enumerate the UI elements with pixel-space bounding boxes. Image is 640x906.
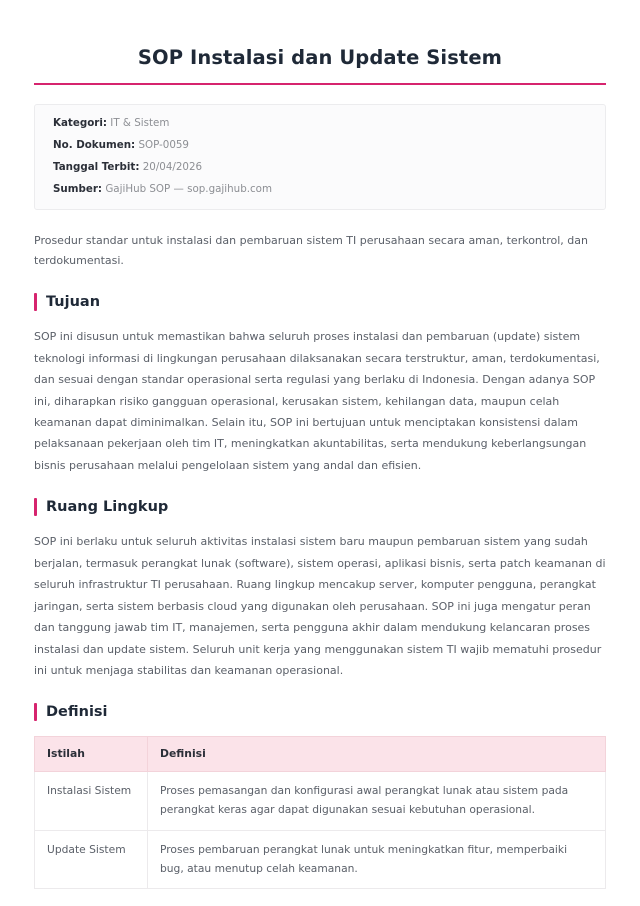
section-heading-ruang-lingkup bbox=[34, 498, 606, 516]
table-header-row bbox=[35, 737, 606, 772]
section-heading-tujuan bbox=[34, 293, 606, 311]
accent-bar-icon bbox=[34, 293, 37, 311]
meta-row-kategori bbox=[53, 118, 587, 129]
meta-label-kategori: Kategori: bbox=[53, 117, 108, 130]
table-row bbox=[35, 772, 606, 830]
accent-bar-icon bbox=[34, 498, 37, 516]
section-heading-definisi bbox=[34, 703, 606, 721]
meta-value-kategori: IT & Sistem bbox=[110, 117, 170, 130]
column-header-definisi: Definisi bbox=[148, 737, 606, 772]
section-definisi bbox=[34, 703, 606, 889]
document-metadata-box bbox=[34, 104, 606, 209]
section-title-text: Definisi bbox=[46, 704, 108, 721]
section-ruang-lingkup bbox=[34, 498, 606, 681]
meta-label-dokumen: No. Dokumen: bbox=[53, 139, 136, 152]
page-title: SOP Instalasi dan Update Sistem bbox=[137, 46, 503, 69]
table-row bbox=[35, 830, 606, 888]
section-tujuan bbox=[34, 293, 606, 476]
meta-row-tanggal bbox=[53, 162, 587, 173]
meta-row-dokumen bbox=[53, 140, 587, 151]
cell-definisi: Proses pembaruan perangkat lunak untuk meningkatkan fitur, memperbaiki bug, atau menutup celah keamanan. bbox=[148, 830, 606, 888]
section-body-tujuan: SOP ini disusun untuk memastikan bahwa seluruh proses instalasi dan pembaruan (update) sistem teknologi informasi di lingkungan perusahaan dilaksanakan secara terstruktur, aman, terdokumentasi, dan sesuai dengan standar operasional serta regulasi yang berlaku di Indonesia. Dengan adanya SOP ini, diharapkan risiko gangguan operasional, kerusakan sistem, kehilangan data, maupun celah keamanan dapat diminimalkan. Selain itu, SOP ini bertujuan untuk menciptakan konsistensi dalam pelaksanaan pekerjaan oleh tim IT, meningkatkan akuntabilitas, serta mendukung keberlangsungan bisnis perusahaan melalui pengelolaan sistem yang andal dan efisien. bbox=[34, 330, 600, 472]
meta-value-dokumen: SOP-0059 bbox=[138, 139, 189, 152]
section-body-ruang-lingkup: SOP ini berlaku untuk seluruh aktivitas instalasi sistem baru maupun pembaruan sistem yang sudah berjalan, termasuk perangkat lunak (software), sistem operasi, aplikasi bisnis, serta patch keamanan di seluruh infrastruktur TI perusahaan. Ruang lingkup mencakup server, komputer pengguna, perangkat jaringan, serta sistem berbasis cloud yang digunakan oleh perusahaan. SOP ini juga mengatur peran dan tanggung jawab tim IT, manajemen, serta pengguna akhir dalam mendukung kelancaran proses instalasi dan update sistem. Seluruh unit kerja yang menggunakan sistem TI wajib mematuhi prosedur ini untuk menjaga stabilitas dan keamanan operasional. bbox=[34, 535, 606, 677]
meta-row-sumber bbox=[53, 184, 587, 195]
meta-value-sumber: GajiHub SOP — sop.gajihub.com bbox=[105, 182, 272, 195]
section-title-text: Tujuan bbox=[46, 294, 101, 311]
accent-bar-icon bbox=[34, 703, 37, 721]
cell-definisi: Proses pemasangan dan konfigurasi awal perangkat lunak atau sistem pada perangkat keras agar dapat digunakan sesuai kebutuhan operasional. bbox=[148, 772, 606, 830]
intro-paragraph: Prosedur standar untuk instalasi dan pembaruan sistem TI perusahaan secara aman, terkontrol, dan terdokumentasi. bbox=[34, 233, 588, 267]
column-header-istilah: Istilah bbox=[35, 737, 148, 772]
meta-label-sumber: Sumber: bbox=[53, 182, 103, 195]
cell-istilah: Update Sistem bbox=[35, 830, 148, 888]
table-body bbox=[35, 772, 606, 889]
table-header bbox=[35, 737, 606, 772]
meta-label-tanggal: Tanggal Terbit: bbox=[53, 160, 140, 173]
definisi-table bbox=[34, 736, 606, 889]
section-title-text: Ruang Lingkup bbox=[46, 499, 169, 516]
title-divider bbox=[34, 83, 606, 85]
meta-value-tanggal: 20/04/2026 bbox=[142, 160, 203, 173]
cell-istilah: Instalasi Sistem bbox=[35, 772, 148, 830]
